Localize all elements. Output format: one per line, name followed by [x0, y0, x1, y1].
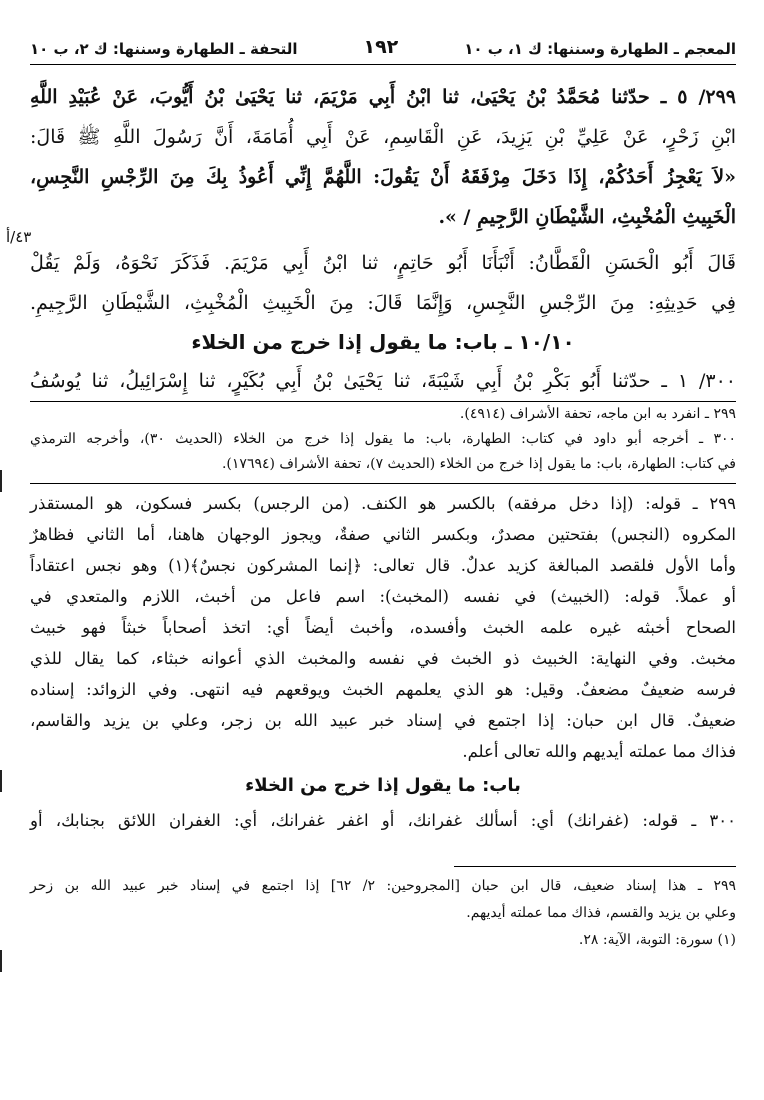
book-page	[30, 36, 736, 954]
header-left: التحفة ـ الطهارة وسننها: ك ٢، ب ١٠	[30, 40, 298, 58]
margin-tick-2	[0, 770, 2, 792]
commentary-line-9: فذاك مما عملته أيديهم والله تعالى أعلم.	[462, 742, 736, 761]
hadith-299-line-1: ٢٩٩/ ٥ ـ حدّثنا مُحَمَّدُ بْنُ يَحْيَىٰ، ثنا ابْنُ أَبِي مَرْيَمَ، ثنا يَحْيَىٰ بْنُ أَيُّوبَ، عَنْ عُبَيْدِ اللَّهِ	[30, 86, 737, 108]
qatan-line-1: قَالَ أَبُو الْحَسَنِ الْقَطَّانُ: أَنْبَأَنَا أَبُو حَاتِمٍ، ثنا ابْنُ أَبِي مَرْيَمَ. فَذَكَرَ نَحْوَهُ، وَلَمْ يَقُلْ	[30, 252, 736, 274]
chapter-number: ١٠/١٠ ـ	[504, 330, 575, 354]
hadith-299-line-4: الْخَبِيثِ الْمُخْبِثِ، الشَّيْطَانِ الرَّجِيمِ / ».	[438, 206, 736, 228]
commentary-300-line-1: ٣٠٠ ـ قوله: (غفرانك) أي: أسألك غفرانك، أو اغفر غفرانك، أي: الغفران اللائق بجنابك، أو	[30, 811, 736, 830]
chapter-title: باب: ما يقول إذا خرج من الخلاء	[191, 330, 498, 354]
margin-tick-3	[0, 950, 2, 972]
commentary-line-6: مخبث. وفي النهاية: الخبيث ذو الخبث في نفسه والمخبث الذي أعوانه خبثاء، كما يقال للذي	[30, 649, 736, 668]
takhrij-300-line-2: في كتاب: الطهارة، باب: ما يقول إذا خرج من الخلاء (الحديث ٧)، تحفة الأشراف (١٧٦٩٤).	[221, 456, 736, 472]
hadith-299-line-2: ابْنِ زَحْرٍ، عَنْ عَلِيِّ بْنِ يَزِيدَ، عَنِ الْقَاسِمِ، عَنْ أَبِي أُمَامَةَ، أَنَّ رَسُولَ اللَّهِ ﷺ قَالَ:	[30, 126, 736, 148]
takhrij-notes	[30, 402, 736, 477]
commentary-line-3: وأما الأول فلقصد المبالغة كزيد عدلٌ. قال تعالى: ﴿إنما المشركون نجسٌ﴾(١) وهو نجس اعتقاداً	[30, 556, 737, 575]
editor-footnotes	[30, 873, 736, 954]
running-header	[30, 36, 736, 65]
hadith-299-line-3: «لاَ يَعْجِزُ أَحَدُكُمْ، إِذَا دَخَلَ مِرْفَقَهُ أَنْ يَقُولَ: اللَّهُمَّ إِنِّي أَعُوذُ بِكَ مِنَ الرِّجْسِ النَّجِسِ،	[30, 166, 736, 188]
header-right: المعجم ـ الطهارة وسننها: ك ١، ب ١٠	[464, 40, 736, 58]
hadith-text	[30, 77, 736, 401]
commentary-line-7: فرسه ضعيفٌ مضعفٌ. وقيل: هو الذي يعلمهم الخبث ويوقعهم فيه انتهى. وفي الزوائد: إسناده	[30, 680, 736, 699]
commentary-line-4: أو عملاً. قوله: (الخبيث) في نفسه (المخبث): اسم فاعل من أخبث، اللازم والمتعدي في	[30, 587, 736, 606]
footnote-quran-ref: (١) سورة: التوبة، الآية: ٢٨.	[578, 932, 736, 948]
margin-folio-note: ٤٣/أ	[6, 228, 32, 246]
qatan-line-2: فِي حَدِيثِهِ: مِنَ الرِّجْسِ النَّجِسِ، وَإِنَّمَا قَالَ: مِنَ الْخَبِيثِ الْمُخْبِثِ، الشَّيْطَانِ الرَّجِيمِ.	[30, 292, 736, 314]
margin-tick-1	[0, 470, 2, 492]
footnote-rule	[454, 866, 736, 867]
commentary-rule	[30, 483, 736, 484]
commentary-line-8: ضعيفٌ. قال ابن حبان: إذا اجتمع في إسناد خبر عبيد الله بن زجر، وعلي بن يزيد والقاسم،	[30, 711, 736, 730]
footnote-299-line-1: ٢٩٩ ـ هذا إسناد ضعيف، قال ابن حبان [المجروحين: ٢/ ٦٢] إذا اجتمع في إسناد خبر عبيد الله بن زحر	[30, 878, 736, 894]
takhrij-300-line-1: ٣٠٠ ـ أخرجه أبو داود في كتاب: الطهارة، باب: ما يقول إذا خرج من الخلاء (الحديث ٣٠)، وأخرجه الترمذي	[30, 431, 736, 447]
chapter-heading	[30, 323, 736, 361]
sindi-commentary	[30, 488, 736, 836]
takhrij-299: ٢٩٩ ـ انفرد به ابن ماجه، تحفة الأشراف (٤٩١٤).	[459, 406, 736, 422]
commentary-line-2: المكروه (النجس) بفتحتين مصدرٌ، وبكسر الثاني صفةٌ، ويجوز الوجهان هاهنا، أما الثاني فظاهرٌ	[30, 525, 736, 544]
hadith-300-line-1: ٣٠٠/ ١ ـ حدّثنا أَبُو بَكْرِ بْنُ أَبِي شَيْبَةَ، ثنا يَحْيَىٰ بْنُ أَبِي بُكَيْرٍ، ثنا إِسْرَائِيلُ، ثنا يُوسُفُ	[30, 370, 736, 392]
commentary-chapter-heading: باب: ما يقول إذا خرج من الخلاء	[245, 775, 521, 796]
page-number: ١٩٢	[363, 36, 399, 58]
commentary-line-1: ٢٩٩ ـ قوله: (إذا دخل مرفقه) بالكسر هو الكنف. (من الرجس) بكسر فسكون، هو المستقذر	[30, 494, 736, 513]
commentary-line-5: الصحاح أخبثه غيره علمه الخبث وأفسده، وأخبث أيضاً أي: اتخذ أصحاباً خبثاً فهو خبيث	[30, 618, 736, 637]
footnote-299-line-2: وعلي بن يزيد والقسم، فذاك مما عملته أيديهم.	[466, 905, 736, 921]
